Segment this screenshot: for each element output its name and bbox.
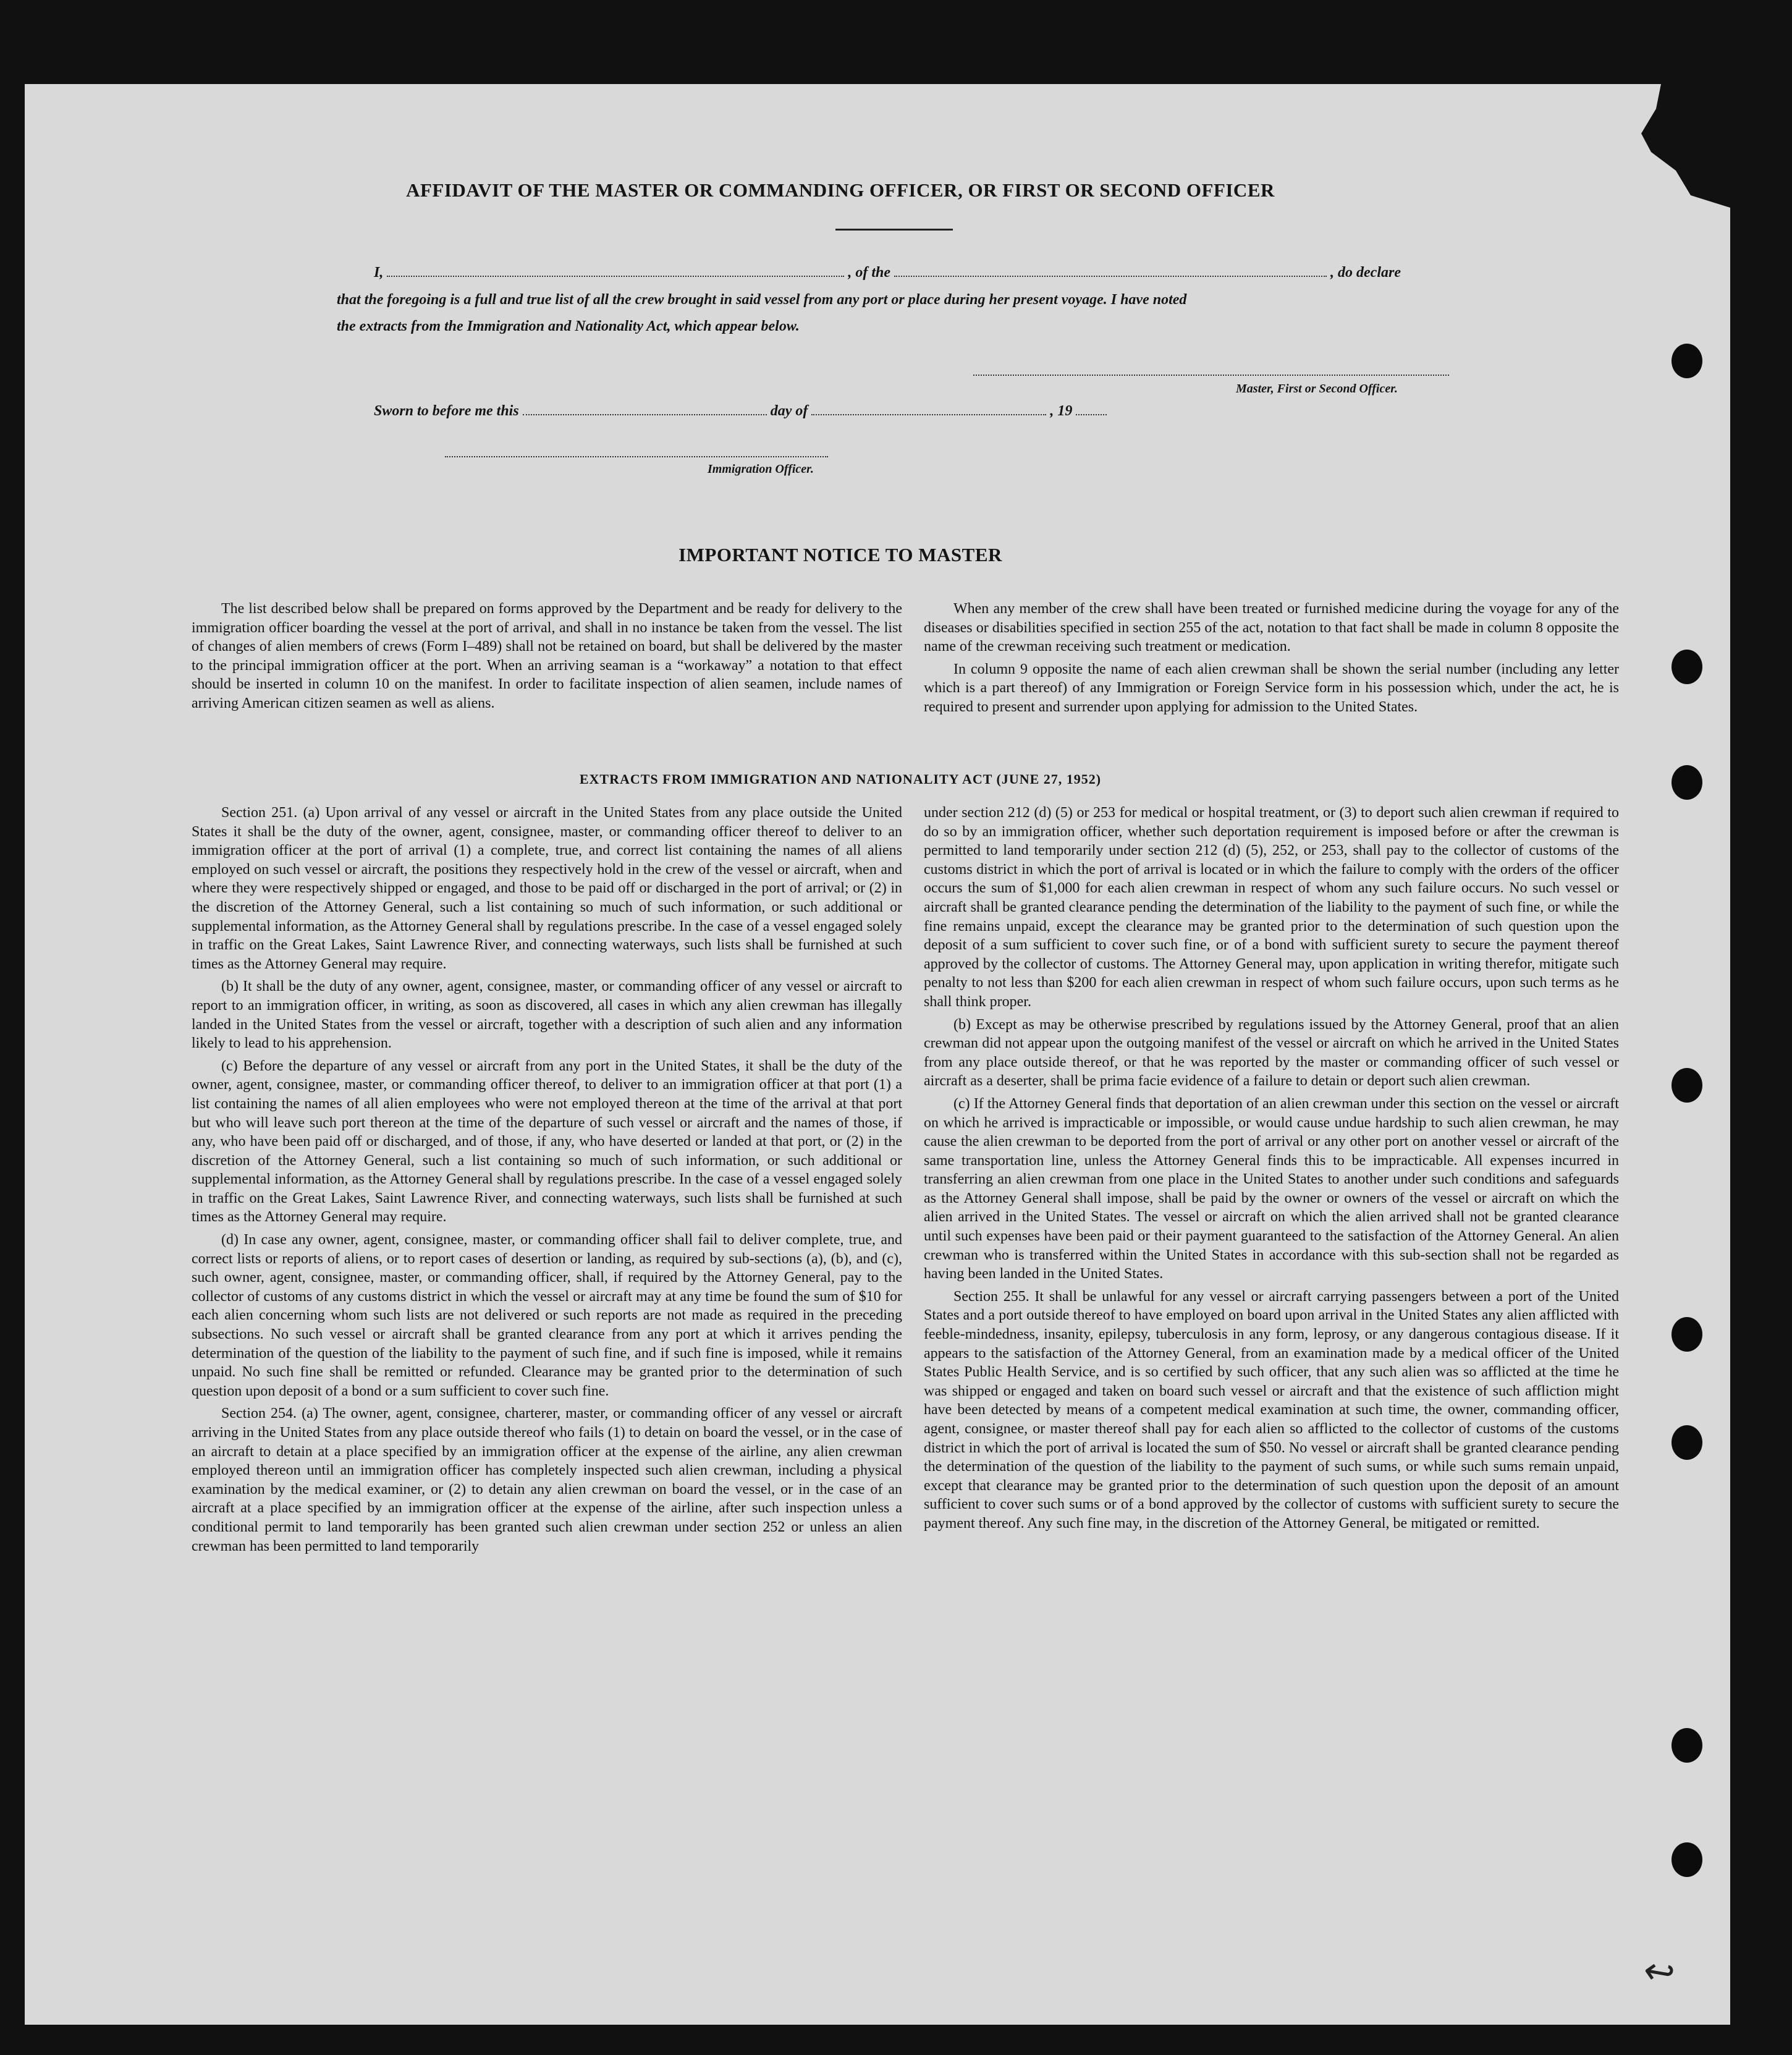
notice-paragraph: When any member of the crew shall have been treated or furnished medicine during the voyage for any of the diseases or disabilities specified in section 255 of the act, notation to that fact shall be made in column 8 opposite the name of the crewman receiving such treatment or medication.	[924, 601, 1619, 655]
punch-hole	[1672, 1068, 1702, 1103]
i-label: I,	[374, 265, 384, 281]
officer-signature-line[interactable]	[445, 456, 828, 457]
extracts-title: EXTRACTS FROM IMMIGRATION AND NATIONALITY ACT (JUNE 27, 1952)	[579, 771, 1102, 787]
year-label: , 19	[1050, 403, 1073, 419]
affidavit-line-2: that the foregoing is a full and true list of all the crew brought in said vessel from any port or place during her present voyage. I have noted	[337, 292, 1187, 308]
sworn-year-field[interactable]	[1076, 413, 1107, 415]
punch-hole	[1672, 1842, 1702, 1877]
sworn-line	[374, 403, 1110, 420]
officer-caption: Immigration Officer.	[708, 462, 814, 476]
extracts-left-column	[192, 803, 902, 1559]
section-251-d: (d) In case any owner, agent, consignee, master, or commanding officer shall fail to deliver complete, true, and correct lists or reports of aliens, or to report cases of desertion or landing, as required by sub-sections (a), (b), and (c), such owner, agent, consignee, master, or commanding officer, shall, if required by the Attorney General, pay to the collector of customs of any customs district in which the vessel or aircraft may at any time be found the sum of $10 for each alien concerning whom such lists are not delivered or such reports are not made as required in the preceding subsections. No such vessel or aircraft shall be granted clearance from any port at which it arrives pending the determination of the question of the liability to the payment of such fine, and if such fine is imposed, while it remains unpaid. No such fine shall be remitted or refunded. Clearance may be granted prior to the determination of such question upon deposit of a bond or a sum sufficient to cover such fine.	[192, 1232, 902, 1399]
section-255: Section 255. It shall be unlawful for any vessel or aircraft carrying passengers between a port of the United States and a port outside thereof to have employed on board upon arrival in the United States any alien afflicted with feeble-mindedness, insanity, epilepsy, tuberculosis in any form, leprosy, or any dangerous contagious disease. If it appears to the satisfaction of the Attorney General, from an examination made by a medical officer of the United States Public Health Service, and is so certified by such officer, that any such alien was so afflicted at the time he was shipped or engaged and taken on board such vessel or aircraft and that the existence of such affliction might have been detected by means of a competent medical examination at such time, the owner, commanding officer, agent, consignee, or master thereof shall pay for each alien so afflicted to the collector of customs of the customs district in which the port of arrival is located the sum of $50. No vessel or aircraft shall be granted clearance pending the determination of the question of the liability to the payment of such sums, or while such sums remain unpaid, except that clearance may be granted prior to the determination of such question upon the deposit of an amount sufficient to cover such sums or of a bond approved by the collector of customs with sufficient surety to secure the payment thereof. Any such fine may, in the discretion of the Attorney General, be mitigated or remitted.	[924, 1288, 1619, 1532]
extracts-right-column	[924, 803, 1619, 1537]
pen-mark-icon: ↩	[1640, 1948, 1678, 1996]
affidavit-title: AFFIDAVIT OF THE MASTER OR COMMANDING OFFICER, OR FIRST OR SECOND OFFICER	[406, 179, 1275, 201]
form-page	[25, 84, 1730, 2025]
notice-right-column	[924, 600, 1619, 721]
name-field[interactable]	[387, 275, 844, 277]
sworn-label: Sworn to before me this	[374, 403, 519, 419]
vessel-field[interactable]	[894, 275, 1327, 277]
notice-title: IMPORTANT NOTICE TO MASTER	[678, 544, 1002, 566]
punch-hole	[1672, 1425, 1702, 1460]
section-254-b: (b) Except as may be otherwise prescribed by regulations issued by the Attorney General, proof that an alien crewman did not appear upon the outgoing manifest of the vessel or aircraft on which he arrived in the United States from any place outside thereof, or that he was reported by the master or commanding officer of such vessel or aircraft as a deserter, shall be prima facie evidence of a failure to detain or deport such alien crewman.	[924, 1016, 1619, 1090]
affidavit-line-3: the extracts from the Immigration and Nationality Act, which appear below.	[337, 318, 800, 334]
title-rule	[835, 229, 953, 231]
torn-corner	[1631, 84, 1730, 208]
section-251-c: (c) Before the departure of any vessel or aircraft from any port in the United States, it shall be the duty of the owner, agent, consignee, master, or commanding officer thereof, to deliver to an immigration officer at that port (1) a list containing the names of all alien employees who were not employed thereon at the time of the arrival at that port but who will leave such port thereon at the time of the departure of such vessel or aircraft and the names of those, if any, who have been paid off or discharged, and of those, if any, who have deserted or landed at that port, or (2) in the discretion of the Attorney General, such a list containing so much of such information, or such additional or supplemental information, as the Attorney General shall by regulations prescribe. In the case of a vessel engaged solely in traffic on the Great Lakes, Saint Lawrence River, and connecting waterways, such lists shall be furnished at such times as the Attorney General may require.	[192, 1057, 902, 1226]
section-254-a: Section 254. (a) The owner, agent, consignee, charterer, master, or commanding officer of any vessel or aircraft arriving in the United States from any place outside thereof who fails (1) to detain on board the vessel, or in the case of an aircraft to detain at a place specified by an immigration officer at the expense of the airline, any alien crewman employed thereon until an immigration officer has completely inspected such alien crewman, including a physical examination by the medical examiner, or (2) to detain any alien crewman on board the vessel, or in the case of an aircraft at a place specified by an immigration officer at the expense of the airline, after such inspection unless a conditional permit to land temporarily has been granted such alien crewman under section 252 or unless an alien crewman has been permitted to land temporarily	[192, 1405, 902, 1554]
punch-hole	[1672, 650, 1702, 684]
affidavit-line-1	[374, 265, 1401, 281]
notice-paragraph: In column 9 opposite the name of each alien crewman shall be shown the serial number (including any letter which is a part thereof) of any Immigration or Foreign Service form in his possession which, under the act, he is required to present and surrender upon applying for admission to the United States.	[924, 661, 1619, 715]
sworn-day-field[interactable]	[523, 413, 767, 415]
notice-left-column	[192, 600, 902, 717]
section-254-a-continued: under section 212 (d) (5) or 253 for medical or hospital treatment, or (3) to deport such alien crewman if required to do so by an immigration officer, whether such deportation requirement is imposed before or after the crewman is permitted to land temporarily under section 212 (d) (5), 252, or 253, shall pay to the collector of customs of the customs district in which the port of arrival is located or in which the failure to comply with the orders of the officer occurs the sum of $1,000 for each alien crewman in respect of whom any such failure occurs. No such vessel or aircraft shall be granted clearance pending the determination of the liability to the payment of such fine, or while the fine remains unpaid, except the clearance may be granted prior to the determination of such question upon the deposit of a sum sufficient to cover such fine, or of a bond with sufficient surety to secure the payment thereof approved by the collector of customs. The Attorney General may, upon application in writing therefor, mitigate such penalty to not less than $200 for each alien crewman in respect of whom such failure occurs, upon such terms as he shall think proper.	[924, 805, 1619, 1010]
sworn-month-field[interactable]	[811, 413, 1046, 415]
section-251-a: Section 251. (a) Upon arrival of any vessel or aircraft in the United States from any place outside the United States it shall be the duty of the owner, agent, consignee, master, or commanding officer thereof to deliver to an immigration officer at the port of arrival (1) a complete, true, and correct list containing the names of all aliens employed on such vessel or aircraft, the positions they respectively hold in the crew of the vessel or aircraft, when and where they were respectively shipped or engaged, and those to be paid off or discharged in the port of arrival; or (2) in the discretion of the Attorney General, such a list containing so much of such information, or such additional or supplemental information, as the Attorney General shall by regulations prescribe. In the case of a vessel engaged solely in traffic on the Great Lakes, Saint Lawrence River, and connecting waterways, such lists shall be furnished at such times as the Attorney General may require.	[192, 805, 902, 972]
notice-paragraph: The list described below shall be prepared on forms approved by the Department and be ready for delivery to the immigration officer boarding the vessel at the port of arrival, and shall in no instance be taken from the vessel. The list of changes of alien members of crews (Form I–489) shall not be retained on board, but shall be delivered by the master to the principal immigration officer at the port. When an arriving seaman is a “workaway” a notation to that effect should be inserted in column 10 on the manifest. In order to facilitate inspection of alien seamen, include names of arriving American citizen seamen as well as aliens.	[192, 601, 902, 711]
section-254-c: (c) If the Attorney General finds that deportation of an alien crewman under this section on the vessel or aircraft on which he arrived is impracticable or impossible, or would cause undue hardship to such alien crewman, he may cause the alien crewman to be deported from the port of arrival or any other port on another vessel or aircraft of the same transportation line, unless the Attorney General finds this to be impracticable. All expenses incurred in transferring an alien crewman from one place in the United States to another under such conditions and safeguards as the Attorney General shall impose, shall be paid by the owner or owners of the vessel or aircraft on which the alien arrived in the United States. The vessel or aircraft on which the alien arrived shall not be granted clearance until such expenses have been paid or their payment guaranteed to the satisfaction of the Attorney General. An alien crewman who is transferred within the United States in accordance with this sub-section shall not be regarded as having been landed in the United States.	[924, 1095, 1619, 1282]
of-the-label: , of the	[848, 265, 891, 281]
section-251-b: (b) It shall be the duty of any owner, agent, consignee, master, or commanding officer of any vessel or aircraft to report to an immigration officer, in writing, as soon as discovered, all cases in which any alien crewman has illegally landed in the United States from the vessel or aircraft, together with a description of such alien and any information likely to lead to his apprehension.	[192, 978, 902, 1052]
day-of-label: day of	[770, 403, 808, 419]
do-declare-label: , do declare	[1330, 265, 1401, 281]
master-caption: Master, First or Second Officer.	[1236, 382, 1398, 396]
punch-hole	[1672, 344, 1702, 378]
punch-hole	[1672, 1317, 1702, 1352]
punch-hole	[1672, 765, 1702, 800]
punch-hole	[1672, 1728, 1702, 1763]
master-signature-line[interactable]	[973, 375, 1449, 376]
